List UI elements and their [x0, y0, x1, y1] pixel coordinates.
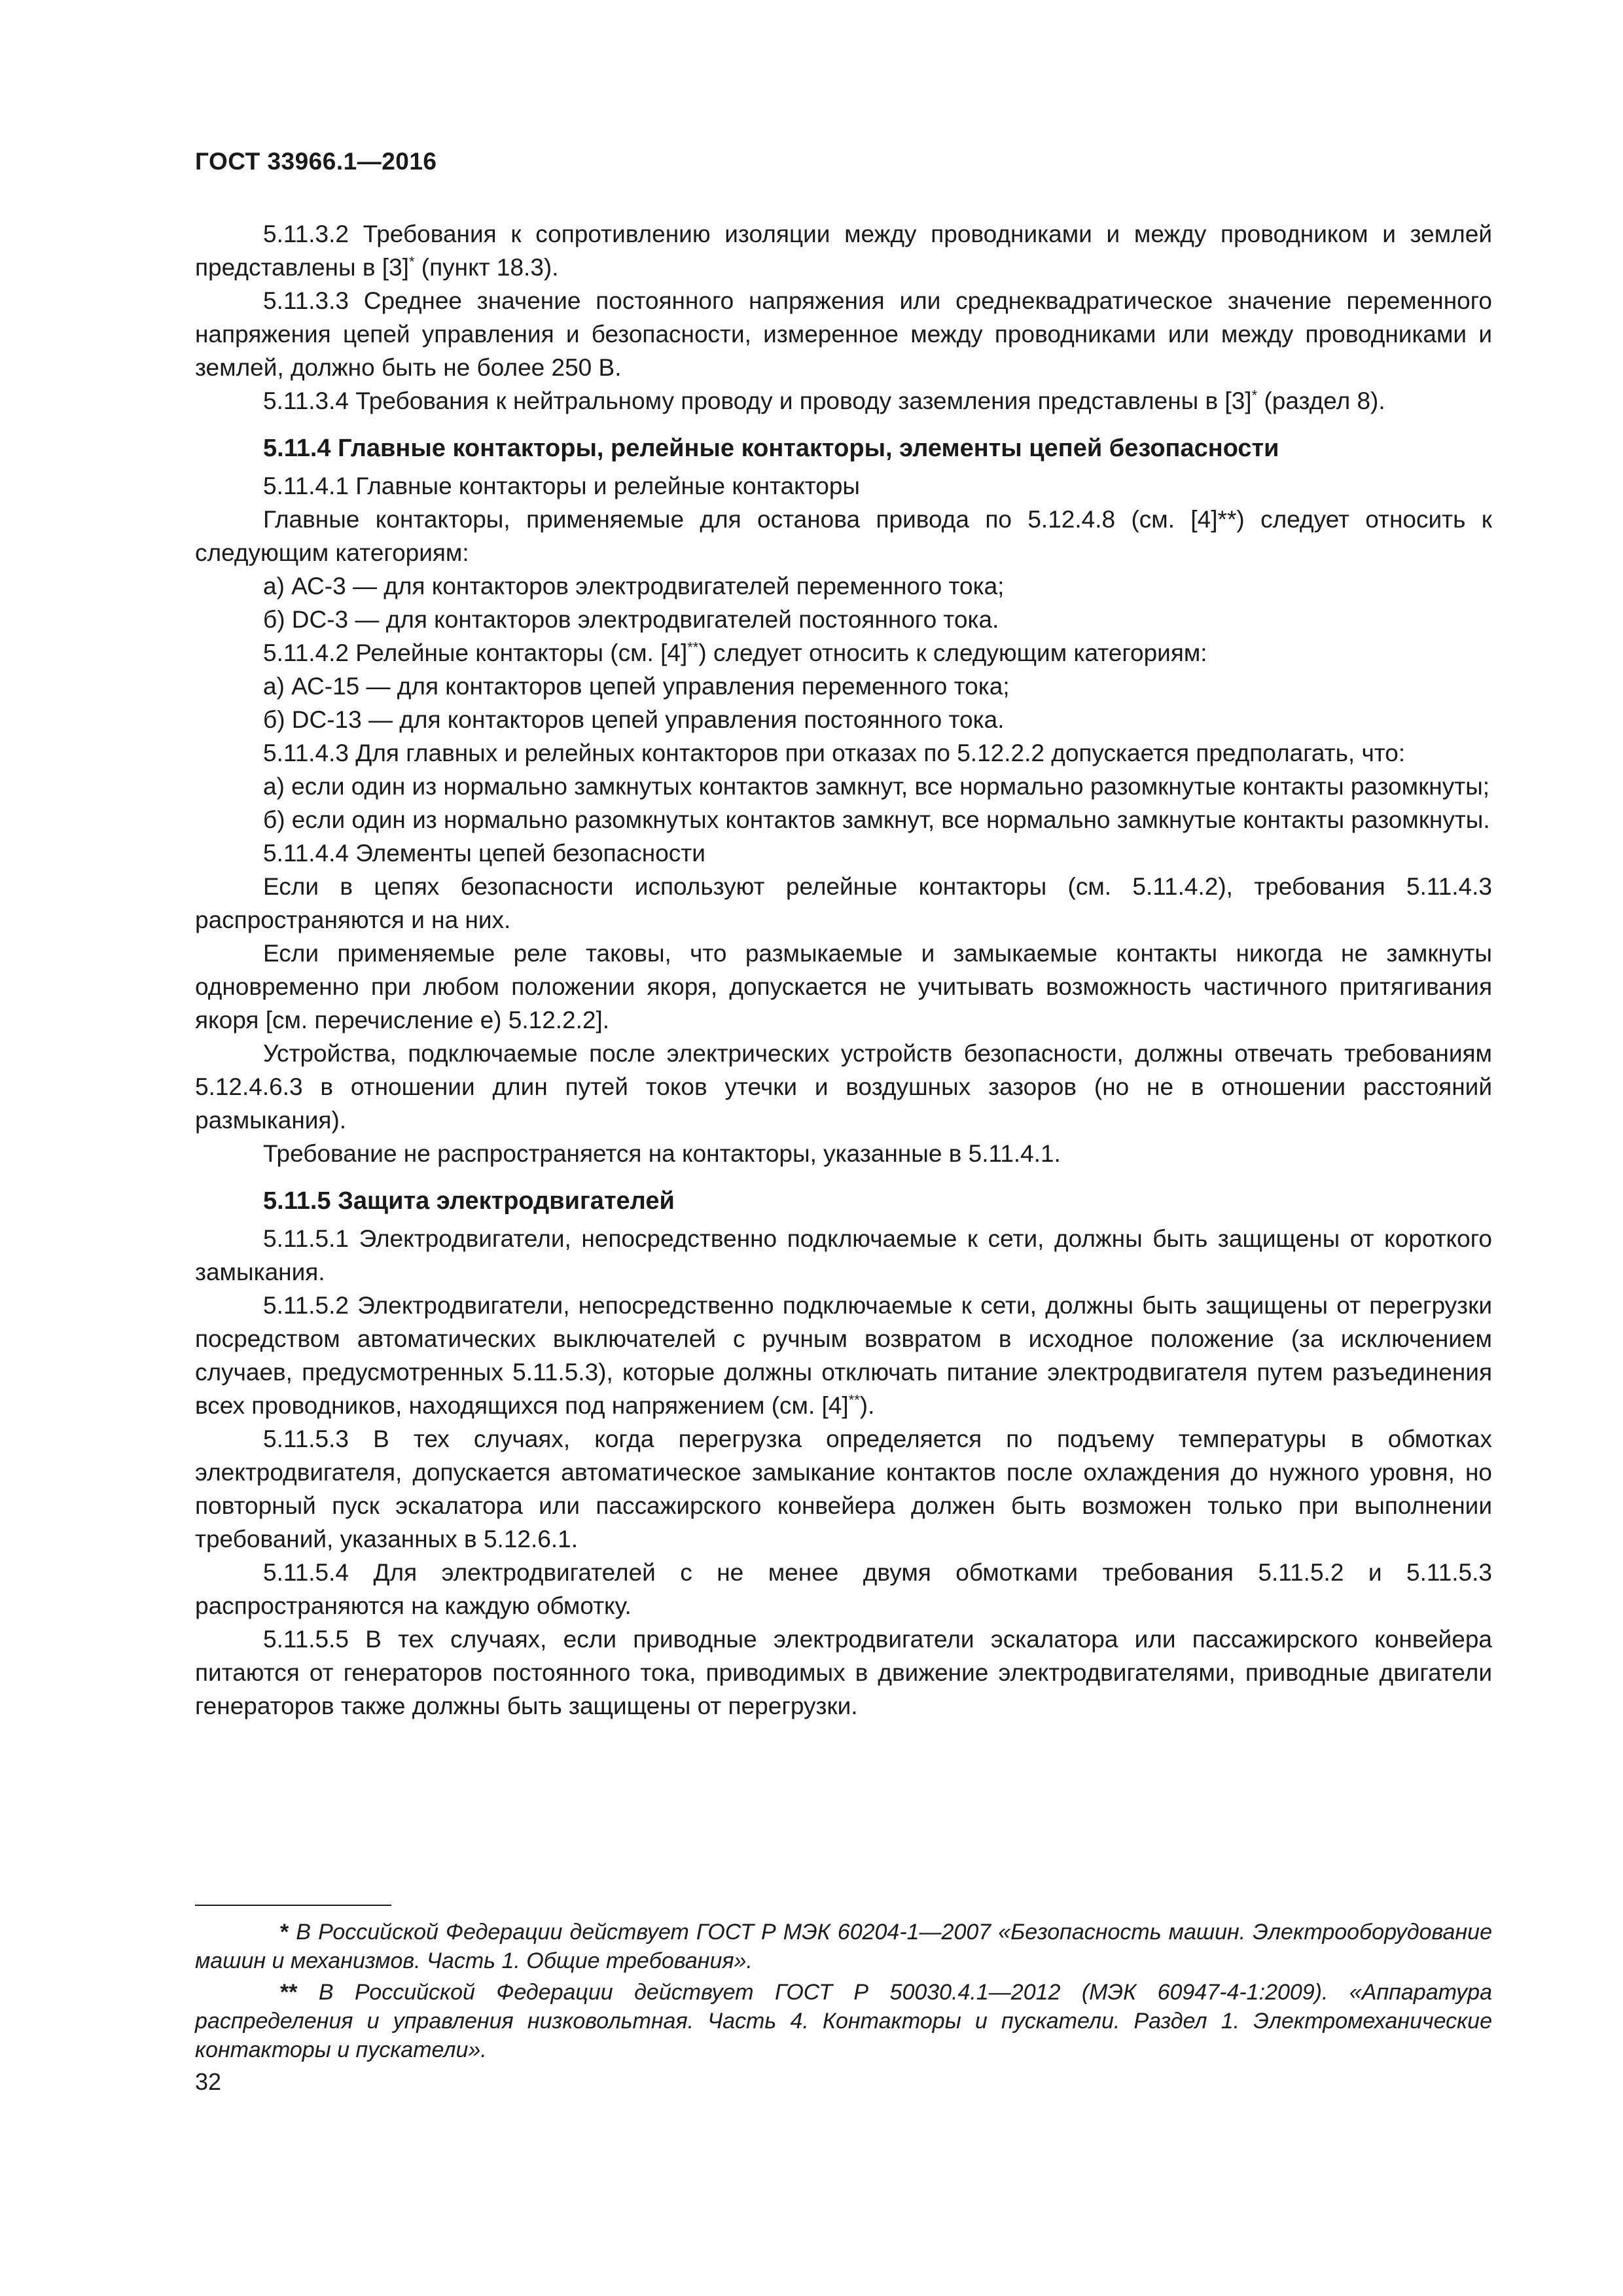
- paragraph-5-11-3-3: 5.11.3.3 Среднее значение постоянного напряжения или среднеквадратическое значение переменного напряжения цепей управления и безопасности, измеренное между проводниками или между проводниками и землей, должно быть не более 250 В.: [195, 287, 1492, 381]
- paragraph-5-11-3-4: 5.11.3.4 Требования к нейтральному проводу и проводу заземления представлены в [3]* (раздел 8).: [263, 387, 1385, 414]
- paragraph-5-11-4-3: 5.11.4.3 Для главных и релейных контакторов при отказах по 5.12.2.2 допускается предполагать, что:: [263, 740, 1406, 766]
- paragraph-5-11-5-2: 5.11.5.2 Электродвигатели, непосредственно подключаемые к сети, должны быть защищены от перегрузки посредством автоматических выключателей с ручным возвратом в исходное положение (за исключением случаев, предусмотренных 5.11.5.3), которые должны отключать питание электродвигателя путем разъединения всех проводников, находящихся под напряжением (см. [4]**).: [195, 1292, 1492, 1419]
- paragraph-5-11-5-1: 5.11.5.1 Электродвигатели, непосредственно подключаемые к сети, должны быть защищены от короткого замыкания.: [195, 1225, 1492, 1285]
- paragraph-devices-after-safety: Устройства, подключаемые после электрических устройств безопасности, должны отвечать требованиям 5.12.4.6.3 в отношении длин путей токов утечки и воздушных зазоров (но не в отношении расстояний размыкания).: [195, 1040, 1492, 1134]
- footnote-2: ** В Российской Федерации действует ГОСТ Р 50030.4.1—2012 (МЭК 60947-4-1:2009). «Аппаратура распределения и управления низковольтная. Часть 4. Контакторы и пускатели. Раздел 1. Электромеханические контакторы и пускатели».: [195, 1980, 1492, 2062]
- list-item-ac3: а) АС-3 — для контакторов электродвигателей переменного тока;: [263, 573, 1005, 600]
- paragraph-5-11-4-1: 5.11.4.1 Главные контакторы и релейные контакторы: [263, 473, 861, 499]
- paragraph-relay-safety: Если в цепях безопасности используют релейные контакторы (см. 5.11.4.2), требования 5.11.4.3 распространяются и на них.: [195, 873, 1492, 933]
- paragraph-5-11-4-4: 5.11.4.4 Элементы цепей безопасности: [263, 840, 705, 867]
- footnote-divider: [195, 1905, 391, 1906]
- paragraph-5-11-5-3: 5.11.5.3 В тех случаях, когда перегрузка определяется по подъему температуры в обмотках электродвигателя, допускается автоматическое замыкание контактов после охлаждения до нужного уровня, но повторный пуск эскалатора или пассажирского конвейера должен быть возможен только при выполнении требований, указанных в 5.12.6.1.: [195, 1426, 1492, 1552]
- list-item-dc13: б) DC-13 — для контакторов цепей управления постоянного тока.: [263, 706, 1005, 733]
- page-number: 32: [195, 2068, 222, 2095]
- list-item-ac15: а) АС-15 — для контакторов цепей управления переменного тока;: [263, 673, 1010, 700]
- paragraph-5-11-5-4: 5.11.5.4 Для электродвигателей с не менее двумя обмотками требования 5.11.5.2 и 5.11.5.3 распространяются на каждую обмотку.: [195, 1559, 1492, 1619]
- paragraph-main-contactors: Главные контакторы, применяемые для останова привода по 5.12.4.8 (см. [4]**) следует относить к следующим категориям:: [195, 506, 1492, 566]
- list-item-dc3: б) DC-3 — для контакторов электродвигателей постоянного тока.: [263, 606, 999, 633]
- standard-header: ГОСТ 33966.1—2016: [195, 148, 437, 175]
- section-heading-5-11-5: 5.11.5 Защита электродвигателей: [263, 1187, 675, 1215]
- list-item-a-closed: а) если один из нормально замкнутых контактов замкнут, все нормально разомкнутые контакты разомкнуты;: [263, 773, 1490, 800]
- section-heading-5-11-4: 5.11.4 Главные контакторы, релейные контакторы, элементы цепей безопасности: [263, 435, 1279, 462]
- paragraph-5-11-4-2: 5.11.4.2 Релейные контакторы (см. [4]**) следует относить к следующим категориям:: [263, 639, 1207, 666]
- footnotes: [195, 1918, 1492, 2067]
- list-item-b-open: б) если один из нормально разомкнутых контактов замкнут, все нормально замкнутые контакты разомкнуты.: [263, 806, 1490, 833]
- footnote-1: * В Российской Федерации действует ГОСТ Р МЭК 60204-1—2007 «Безопасность машин. Электрооборудование машин и механизмов. Часть 1. Общие требования».: [195, 1920, 1492, 1973]
- paragraph-5-11-5-5: 5.11.5.5 В тех случаях, если приводные электродвигатели эскалатора или пассажирского конвейера питаются от генераторов постоянного тока, приводимых в движение электродвигателями, приводные двигатели генераторов также должны быть защищены от перегрузки.: [195, 1626, 1492, 1719]
- paragraph-requirement-exclusion: Требование не распространяется на контакторы, указанные в 5.11.4.1.: [263, 1140, 1061, 1167]
- paragraph-relay-armature: Если применяемые реле таковы, что размыкаемые и замыкаемые контакты никогда не замкнуты одновременно при любом положении якоря, допускается не учитывать возможность частичного притягивания якоря [см. перечисление е) 5.12.2.2].: [195, 940, 1492, 1033]
- paragraph-5-11-3-2: 5.11.3.2 Требования к сопротивлению изоляции между проводниками и между проводником и землей представлены в [3]* (пункт 18.3).: [195, 221, 1492, 281]
- document-body: [195, 217, 1492, 1723]
